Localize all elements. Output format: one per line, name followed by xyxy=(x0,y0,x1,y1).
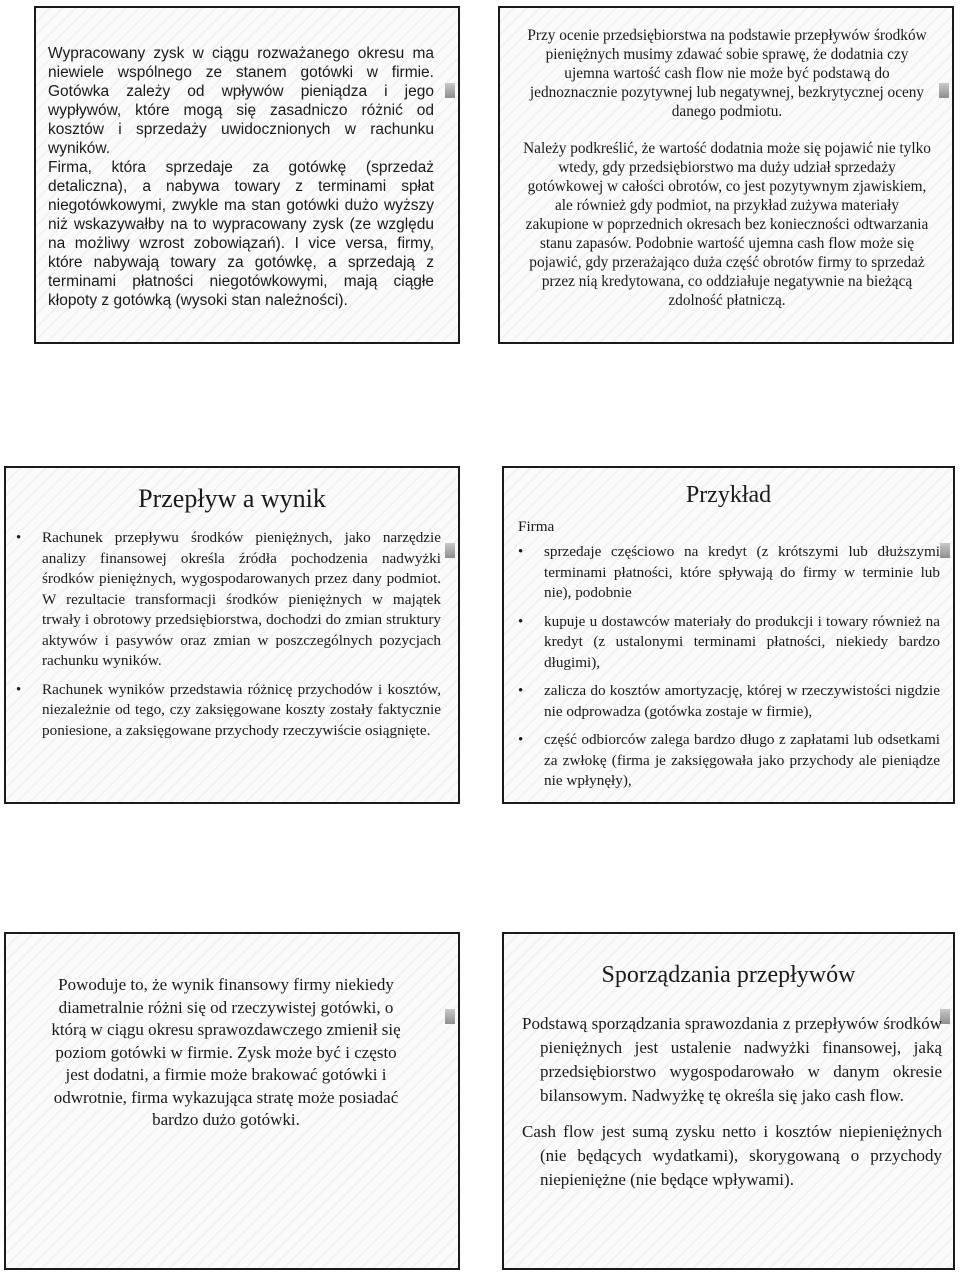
list-item-text: zalicza do kosztów amortyzację, której w rzeczywistości nigdzie nie odprowadza (gotówka zostaje w firmie), xyxy=(544,682,940,720)
bullet-icon: • xyxy=(16,530,22,546)
list-item xyxy=(518,681,940,722)
slide-body xyxy=(522,26,932,310)
slide-flow-vs-result xyxy=(4,466,460,804)
slide-body xyxy=(522,1012,942,1192)
slide-example xyxy=(502,466,955,804)
list-item xyxy=(518,542,940,604)
slide-body xyxy=(46,974,406,1132)
slide-cash-flow-assessment xyxy=(498,6,954,344)
paragraph: Należy podkreślić, że wartość dodatnia może się pojawić nie tylko wtedy, gdy przedsiębiorstwo ma duży udział sprzedaży gotówkowej w całości obrotów, co jest pozytywnym zjawiskiem, ale również gdy podmiot, na przykład zużywa materiały zakupione w poprzednich okresach bez konieczności odtwarzania stanu zapasów. Podobnie wartość ujemna cash flow może się pojawić, gdy przerażająco duża część obrotów firmy to sprzedaż przez nią kredytowana, co oddziałuje negatywnie na bieżącą zdolność płatniczą. xyxy=(523,140,931,309)
bullet-icon: • xyxy=(518,732,524,748)
slide-title: Przykład xyxy=(685,482,772,508)
paragraph: Powoduje to, że wynik finansowy firmy niekiedy diametralnie różni się od rzeczywistej gotówki, o którą w ciągu okresu sprawozdawczego zmienił się poziom gotówki w firmie. Zysk może być i często jest dodatni, a firmie może brakować gotówki i odwrotnie, firma wykazująca stratę może posiadać bardzo dużo gotówki. xyxy=(51,975,401,1129)
bullet-icon: • xyxy=(518,683,524,699)
slide-body xyxy=(48,44,434,310)
bullet-icon: • xyxy=(518,613,524,630)
slide-decoration-tab xyxy=(939,83,949,98)
list-item-text: Rachunek wyników przedstawia różnicę przychodów i kosztów, niezależnie od tego, czy zaksięgowane koszty zostały faktycznie poniesione, a zaksięgowane przychody rzeczywiście osiągnięte. xyxy=(42,680,441,739)
slide-decoration-tab xyxy=(445,83,455,98)
bullet-icon: • xyxy=(16,681,22,698)
bullet-list xyxy=(16,528,441,741)
slide-title: Sporządzania przepływów xyxy=(601,962,856,988)
list-item xyxy=(16,528,441,672)
list-item xyxy=(16,680,441,742)
slide-decoration-tab xyxy=(940,543,950,558)
slide-decoration-tab xyxy=(445,543,455,558)
paragraph: Wypracowany zysk w ciągu rozważanego okresu ma niewiele wspólnego ze stanem gotówki w firmie. Gotówka zależy od wpływów pieniądza i jego wypływów, które mogą się zasadniczo różnić od kosztów i sprzedaży uwidocznionych w rachunku wyników. xyxy=(48,45,434,157)
slide-decoration-tab xyxy=(445,1009,455,1024)
paragraph: Przy ocenie przedsiębiorstwa na podstawie przepływów środków pieniężnych musimy zdawać sobie sprawę, że dodatnia czy ujemna wartość cash flow nie może być podstawą do jednoznacznie pozytywnej lub negatywnej, bezkrytycznej oceny danego podmiotu. xyxy=(527,27,927,120)
list-item-text: kupuje u dostawców materiały do produkcji i towary również na kredyt (z ustalonymi terminami płatności, niekiedy bardzo długimi), xyxy=(544,612,940,671)
list-item xyxy=(518,612,940,674)
list-item xyxy=(518,730,940,792)
lead-text: Firma xyxy=(518,518,555,535)
paragraph: Firma, która sprzedaje za gotówkę (sprzedaż detaliczna), a nabywa towary z terminami spłat niegotówkowymi, zwykle ma stan gotówki dużo wyższy niż wskazywałby na to wypracowany zysk (ze względu na możliwy wzrost zobowiązań). I vice versa, firmy, które nabywają towary za gotówkę, a sprzedają z terminami płatności niegotówkowymi, mają ciągłe kłopoty z gotówką (wysoki stan należności). xyxy=(48,159,434,309)
slide-preparing-flows xyxy=(502,932,955,1270)
slide-result-vs-cash xyxy=(4,932,460,1270)
bullet-list xyxy=(518,542,940,792)
list-item-text: część odbiorców zalega bardzo długo z zapłatami lub odsetkami za zwłokę (firma je zaksięgowała jako przychody ale pieniądze nie wpłynęły), xyxy=(544,731,940,789)
bullet-icon: • xyxy=(518,544,524,560)
list-item-text: sprzedaje częściowo na kredyt (z krótszymi lub dłuższymi terminami płatności, które spływają do firmy w terminie lub nie), podobnie xyxy=(544,543,940,601)
paragraph: Cash flow jest sumą zysku netto i kosztów niepieniężnych (nie będących wydatkami), skorygowaną o przychody niepieniężne (nie będące wpływami). xyxy=(522,1122,942,1189)
slide-cash-vs-profit xyxy=(34,6,460,344)
slide-title: Przepływ a wynik xyxy=(138,484,326,513)
paragraph: Podstawą sporządzania sprawozdania z przepływów środków pieniężnych jest ustalenie nadwyżki finansowej, jaką przedsiębiorstwo wygospodarowało w danym okresie bilansowym. Nadwyżkę tę określa się jako cash flow. xyxy=(522,1014,942,1105)
list-item-text: Rachunek przepływu środków pieniężnych, jako narzędzie analizy finansowej określa źródła pochodzenia nadwyżki środków pieniężnych, wygospodarowanych przez dany podmiot. W rezultacie transformacji środków pieniężnych w majątek trwały i obrotowy przedsiębiorstwa, dochodzi do zmian struktury aktywów i pasywów oraz zmian w poszczególnych pozycjach rachunku wyników. xyxy=(42,529,441,669)
